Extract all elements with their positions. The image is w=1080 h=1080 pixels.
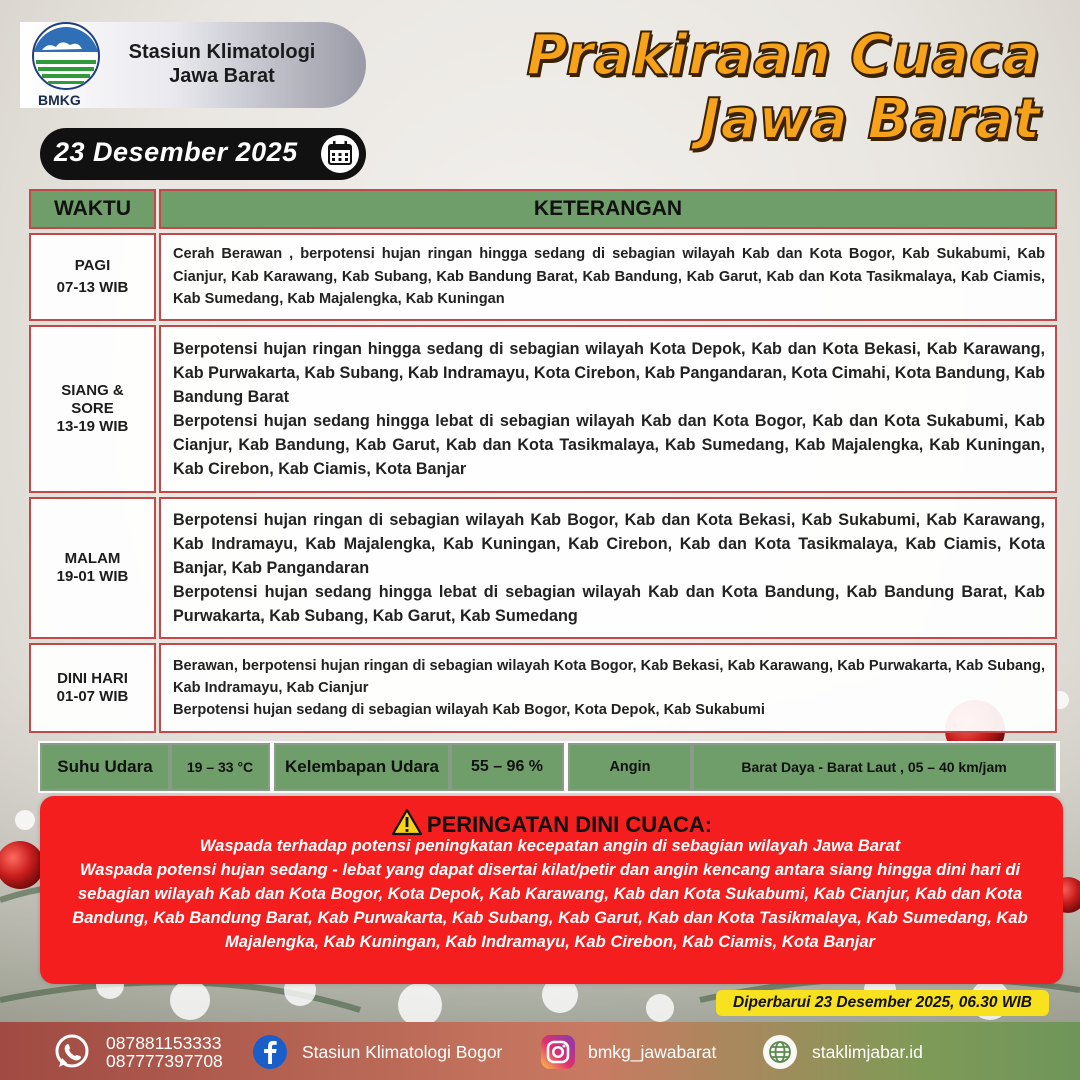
station-name-line2: Jawa Barat — [169, 65, 275, 87]
globe-icon[interactable] — [762, 1034, 798, 1070]
instagram-account[interactable]: bmkg_jawabarat — [588, 1042, 717, 1062]
table-row-description — [159, 325, 1057, 493]
table-row-description — [159, 233, 1057, 321]
time-range: 19-01 WIB — [56, 568, 129, 585]
humidity-value: 55 – 96 % — [450, 743, 564, 791]
table-row-time — [29, 497, 156, 639]
description-paragraph: Berpotensi hujan sedang di sebagian wilayah Kab Bogor, Kota Depok, Kab Sukabumi — [173, 702, 765, 718]
table-row-time — [29, 233, 156, 321]
time-range: 01-07 WIB — [56, 688, 129, 705]
wind-value: Barat Daya - Barat Laut , 05 – 40 km/jam — [692, 743, 1056, 791]
instagram-icon[interactable] — [540, 1034, 576, 1070]
description-paragraph: Berpotensi hujan sedang hingga lebat di sebagian wilayah Kab dan Kota Bogor, Kab dan Kota Sukabumi, Kab Cianjur, Kab Bandung, Kab Garut, Kab dan Kota Tasikmalaya, Kab Sumedang, Kab Majalengka, Kab Kuningan, Kab Cirebon, Kab Ciamis, Kota Banjar — [173, 412, 1045, 478]
station-name — [104, 40, 340, 88]
table-row-time — [29, 325, 156, 493]
time-label-2: SORE — [71, 400, 114, 417]
table-row-description — [159, 497, 1057, 639]
phone-2[interactable]: 087777397708 — [106, 1051, 223, 1071]
time-range: 07-13 WIB — [56, 279, 129, 296]
description-paragraph: Berpotensi hujan sedang hingga lebat di sebagian wilayah Kab dan Kota Bandung, Kab Bandung Barat, Kab Purwakarta, Kab Subang, Kab Garut, Kab Sumedang — [173, 583, 1045, 625]
description-paragraph: Cerah Berawan , berpotensi hujan ringan hingga sedang di sebagian wilayah Kab dan Kota Bogor, Kab Sukabumi, Kab Cianjur, Kab Karawang, Kab Subang, Kab Bandung Barat, Kab Bandung, Kab Garut, Kab dan Kota Tasikmalaya, Kab Ciamis, Kab Sumedang, Kab Majalengka, Kab Kuningan — [173, 246, 1045, 308]
phone-1[interactable]: 087881153333 — [106, 1033, 222, 1053]
phone-numbers[interactable] — [106, 1034, 223, 1070]
column-header-description: KETERANGAN — [159, 189, 1057, 229]
warning-line: Waspada potensi hujan sedang - lebat yang dapat disertai kilat/petir dan angin kencang antara siang hingga dini hari di sebagian wilayah Kab dan Kota Bogor, Kota Depok, Kab Karawang, Kab dan Kota Sukabumi, Kab Cianjur, Kab dan Kota Bandung, Kab Bandung Barat, Kab Purwakarta, Kab Subang, Kab Garut, Kab dan Kota Tasikmalaya, Kab Sumedang, Kab Majalengka, Kab Kuningan, Kab Indramayu, Kab Cirebon, Kab Ciamis, Kota Banjar — [72, 860, 1028, 951]
column-header-time: WAKTU — [29, 189, 156, 229]
page-title — [527, 24, 1040, 152]
forecast-date: 23 Desember 2025 — [54, 137, 298, 167]
title-line1: Prakiraan Cuaca — [526, 23, 1040, 88]
description-paragraph: Berpotensi hujan ringan di sebagian wilayah Kab Bogor, Kab dan Kota Bekasi, Kab Sukabumi, Kab Karawang, Kab Indramayu, Kab Majalengka, Kab Kuningan, Kab Cirebon, Kab dan Kota Tasikmalaya, Kab Ciamis, Kota Banjar, Kab Pangandaran — [173, 511, 1045, 577]
facebook-account[interactable]: Stasiun Klimatologi Bogor — [302, 1042, 503, 1062]
table-row-description — [159, 643, 1057, 733]
time-label: DINI HARI — [57, 670, 128, 687]
time-label: SIANG & — [61, 382, 124, 399]
title-line2: Jawa Barat — [699, 87, 1040, 152]
description-paragraph: Berpotensi hujan ringan hingga sedang di sebagian wilayah Kota Depok, Kab dan Kota Bekasi, Kab Karawang, Kab Purwakarta, Kab Subang, Kab Indramayu, Kota Cirebon, Kab Pangandaran, Kota Cimahi, Kota Bandung, Kab Bandung Barat — [173, 340, 1045, 406]
website-link[interactable]: staklimjabar.id — [812, 1042, 923, 1062]
warning-line: Waspada terhadap potensi peningkatan kecepatan angin di sebagian wilayah Jawa Barat — [199, 836, 901, 855]
warning-title-text: PERINGATAN DINI CUACA: — [426, 812, 713, 837]
facebook-icon[interactable] — [252, 1034, 288, 1070]
logo-text: BMKG — [38, 92, 81, 108]
updated-timestamp: Diperbarui 23 Desember 2025, 06.30 WIB — [716, 990, 1049, 1016]
warning-icon — [391, 808, 423, 836]
temperature-value: 19 – 33 °C — [170, 743, 270, 791]
station-name-line1: Stasiun Klimatologi — [128, 41, 316, 63]
calendar-icon — [320, 134, 360, 174]
whatsapp-icon[interactable] — [54, 1034, 90, 1070]
description-paragraph: Berawan, berpotensi hujan ringan di sebagian wilayah Kota Bogor, Kab Bekasi, Kab Karawang, Kab Purwakarta, Kab Subang, Kab Indramayu, Kab Cianjur — [173, 658, 1045, 696]
wind-label: Angin — [568, 743, 692, 791]
time-label: PAGI — [74, 257, 111, 274]
warning-body — [46, 834, 1054, 954]
table-row-time — [29, 643, 156, 733]
time-label: MALAM — [64, 550, 121, 567]
time-range: 13-19 WIB — [56, 418, 129, 435]
temperature-label: Suhu Udara — [40, 743, 170, 791]
humidity-label: Kelembapan Udara — [274, 743, 450, 791]
